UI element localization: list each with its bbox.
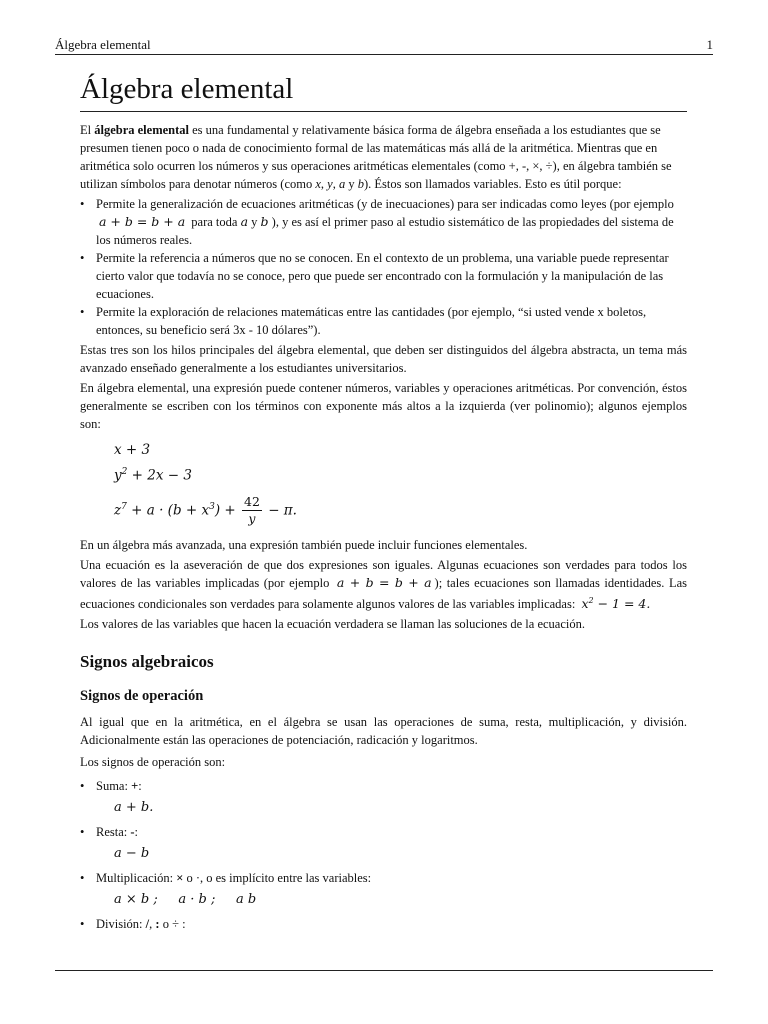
list-item-division: • División: /, : o ÷ :: [80, 915, 687, 933]
list-item: • Permite la referencia a números que no se conocen. En el contexto de un problema, una variable puede representar cierto valor que todavía no se conoce, pero que puede ser encontrado con la formulación y la manipulación de las ecuaciones.: [80, 249, 687, 303]
footer-rule: [55, 970, 713, 971]
operations-intro: Los signos de operación son:: [80, 755, 226, 770]
list-item-multiplication: • Multiplicación: × o ·, o es implícito entre las variables:: [80, 869, 687, 887]
formula: x + 3: [114, 442, 151, 458]
threads-paragraph: Estas tres son los hilos principales del álgebra elemental, que deben ser distinguidos del álgebra abstracta, un tema más avanzado enseñado generalmente a los estudiantes universitarios.: [80, 343, 687, 375]
benefits-list: [80, 195, 687, 339]
expression-examples: [114, 439, 687, 530]
list-item: • Permite la exploración de relaciones matemáticas entre las cantidades (por ejemplo, “si usted vende x boletos, entonces, su beneficio será 3x - 10 dólares”).: [80, 303, 687, 339]
list-item-sum: • Suma: +:: [80, 777, 687, 795]
page-title: Álgebra elemental: [80, 70, 687, 112]
formula: a − b: [114, 846, 150, 862]
operations-paragraph: Al igual que en la aritmética, en el álgebra se usan las operaciones de suma, resta, multiplicación, y división. Adicionalmente están las operaciones de potenciación, radicación y logaritmos.: [80, 715, 687, 748]
solutions-paragraph: Los valores de las variables que hacen la ecuación verdadera se llaman las soluciones de la ecuación.: [80, 617, 585, 632]
formula: $y^2 + 2x - 3$: [114, 467, 192, 484]
inline-formula: a + b = b + a: [336, 575, 432, 590]
expressions-paragraph: En álgebra elemental, una expresión puede contener números, variables y operaciones aritméticas. Por convención, éstos generalmente se escriben con los términos con exponente más altos a la izquierda (ver polinomio); algunos ejemplos son:: [80, 381, 687, 431]
list-item: • Permite la generalización de ecuaciones aritméticas (y de inecuaciones) para ser indicadas como leyes (por ejemplo a + b = b + a para toda a y b ), y es así el primer paso al estudio sistemático de las propiedades del sistema de los números reales.: [80, 195, 687, 249]
article-body: [80, 70, 687, 935]
subsection-heading: Signos de operación: [80, 688, 204, 705]
functions-paragraph: En un álgebra más avanzada, una expresión también puede incluir funciones elementales.: [80, 538, 528, 552]
fraction: $\frac{42}{y}$: [244, 494, 260, 526]
page-number: 1: [706, 37, 713, 52]
formula: a × b ; a · b ; a b: [114, 892, 257, 908]
formula: a + b.: [114, 800, 154, 816]
section-heading: Signos algebraicos: [80, 652, 214, 672]
operations-list: [80, 777, 687, 795]
bold-term: álgebra elemental: [94, 123, 189, 137]
inline-formula: a + b = b + a: [99, 214, 186, 229]
equations-paragraph: Una ecuación es la aseveración de que dos expresiones son iguales. Algunas ecuaciones son verdades para todos los valores de las variables implicadas (por ejemplo a + b = b + a ); tales ecuaciones son llamadas identidades. Las ecuaciones condicionales son verdades para solamente algunos valores de las variables implicadas: $x^2 - 1 = 4$.: [80, 558, 688, 612]
intro-paragraph: El álgebra elemental es una fundamental y relativamente básica forma de álgebra enseñada a los estudiantes que se presumen tienen poco o nada de conocimiento formal de las matemáticas más allá de la aritmética. Mientras que en aritmética solo ocurren los números y sus operaciones aritméticas elementales (como +, -, ×, ÷), en álgebra también se utilizan símbolos para denotar números (como x, y, a y b). Éstos son llamados variables. Esto es útil porque:: [80, 123, 672, 191]
list-item-subtraction: • Resta: -:: [80, 823, 687, 841]
formula: $z^7 + a \cdot (b + x^3)$ + $\frac{42}{y}$ − π.: [114, 494, 297, 526]
inline-formula: $x^2 - 1 = 4$.: [581, 596, 651, 612]
running-title: Álgebra elemental: [55, 37, 151, 52]
running-header: [55, 37, 713, 55]
